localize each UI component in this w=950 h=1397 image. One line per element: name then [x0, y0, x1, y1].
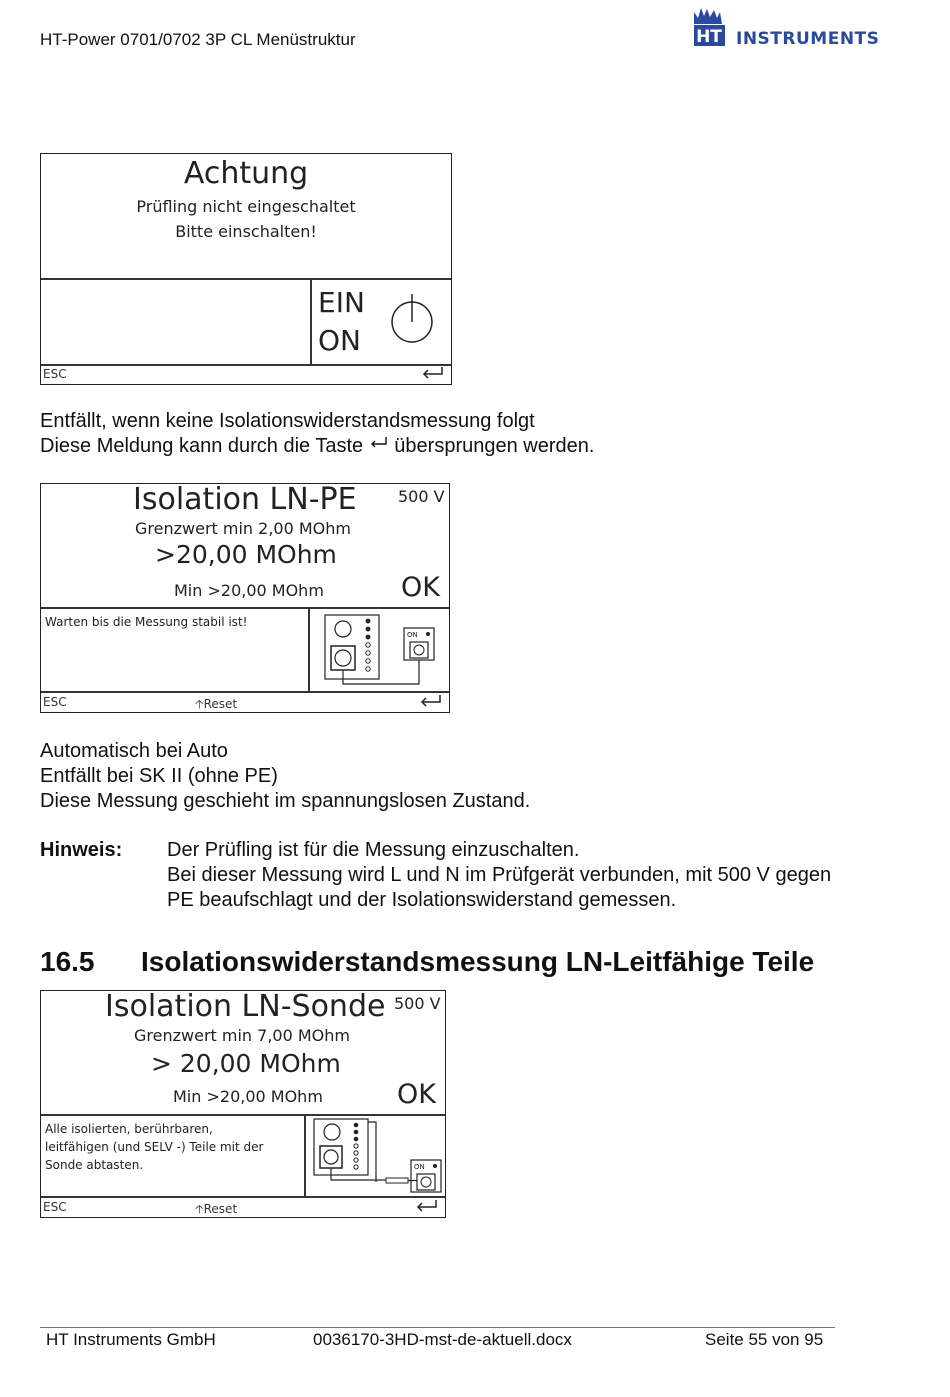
- enter-icon[interactable]: [421, 366, 445, 380]
- limit-value: Grenzwert min 7,00 MOhm: [134, 1026, 350, 1045]
- screen-title: Isolation LN-PE: [133, 483, 357, 517]
- reset-label: Reset: [203, 697, 238, 711]
- limit-value: Grenzwert min 2,00 MOhm: [135, 519, 351, 538]
- skip-note-line-1: Entfällt, wenn keine Isolationswiderstandsmessung folgt: [40, 410, 535, 432]
- connection-diagram-icon: [311, 610, 447, 690]
- footer-divider: [40, 1327, 835, 1328]
- esc-label[interactable]: ESC: [43, 367, 67, 381]
- footer-page-number: Seite 55 von 95: [705, 1330, 824, 1349]
- skip-note-line-2-a: Diese Meldung kann durch die Taste: [40, 435, 364, 457]
- arrow-up-icon: 🡡: [195, 697, 204, 711]
- button-label-ein: EIN: [318, 286, 365, 319]
- instruction-line-2: leitfähigen (und SELV -) Teile mit der: [45, 1140, 264, 1154]
- hint-line-2: Bei dieser Messung wird L und N im Prüfgerät verbunden, mit 500 V gegen: [167, 864, 832, 886]
- instruction-line-1: Alle isolierten, berührbaren,: [45, 1122, 213, 1136]
- ht-instruments-logo: [692, 6, 880, 49]
- footer-company: HT Instruments GmbH: [46, 1330, 216, 1349]
- test-voltage: 500 V: [398, 487, 445, 506]
- section-title: Isolationswiderstandsmessung LN-Leitfähige Teile: [141, 946, 815, 977]
- ht-logo-mark-icon: [692, 6, 736, 48]
- diagram-on-label: ON: [407, 631, 418, 639]
- reset-button[interactable]: [195, 1200, 237, 1218]
- device-screen-warning: [40, 153, 452, 385]
- test-voltage: 500 V: [394, 994, 441, 1013]
- auto-note-line-1: Automatisch bei Auto: [40, 740, 228, 762]
- warning-line-2: Bitte einschalten!: [175, 222, 317, 241]
- paragraph-auto-notes: [40, 739, 530, 814]
- screen-title: Isolation LN-Sonde: [105, 990, 386, 1024]
- enter-icon[interactable]: [419, 694, 443, 708]
- skip-note-line-2-b: übersprungen werden.: [394, 435, 595, 457]
- diagram-on-label: ON: [414, 1163, 425, 1171]
- hint-line-1: Der Prüfling ist für die Messung einzuschalten.: [167, 839, 580, 861]
- min-value: Min >20,00 MOhm: [173, 1087, 323, 1106]
- enter-key-icon: [369, 436, 389, 450]
- hint-line-3: PE beaufschlagt und der Isolationswiderstand gemessen.: [167, 889, 677, 911]
- status-message: Warten bis die Messung stabil ist!: [45, 615, 248, 629]
- skip-note-line-2: [40, 434, 594, 459]
- warning-title: Achtung: [183, 156, 309, 191]
- reset-button[interactable]: [195, 695, 237, 713]
- hint-label: Hinweis:: [40, 839, 123, 861]
- section-number: 16.5: [40, 946, 95, 977]
- device-screen-isolation-ln-pe: [40, 483, 450, 713]
- warning-line-1: Prüfling nicht eingeschaltet: [136, 197, 356, 216]
- device-screen-isolation-ln-sonde: [40, 990, 446, 1218]
- logo-text: INSTRUMENTS: [736, 29, 880, 49]
- auto-note-line-2: Entfällt bei SK II (ohne PE): [40, 765, 278, 787]
- auto-note-line-3: Diese Messung geschieht im spannungslosen Zustand.: [40, 790, 531, 812]
- instruction-line-3: Sonde abtasten.: [45, 1158, 144, 1172]
- footer-document-name: 0036170-3HD-mst-de-aktuell.docx: [313, 1330, 572, 1349]
- min-value: Min >20,00 MOhm: [174, 581, 324, 600]
- document-header-title: HT-Power 0701/0702 3P CL Menüstruktur: [40, 30, 356, 49]
- hint-text: [167, 838, 831, 913]
- paragraph-skip-note: [40, 409, 594, 459]
- status-ok: OK: [401, 572, 440, 603]
- esc-label[interactable]: ESC: [43, 1200, 67, 1214]
- enter-icon[interactable]: [415, 1199, 439, 1213]
- button-label-on: ON: [318, 324, 361, 357]
- probe-connection-diagram-icon: [306, 1116, 444, 1196]
- measured-value: >20,00 MOhm: [155, 540, 337, 569]
- power-on-button[interactable]: [312, 280, 451, 364]
- esc-label[interactable]: ESC: [43, 695, 67, 709]
- measured-value: > 20,00 MOhm: [151, 1049, 341, 1078]
- status-ok: OK: [397, 1079, 436, 1110]
- reset-label: Reset: [203, 1202, 238, 1216]
- power-icon: [388, 290, 436, 346]
- logo-mark-text: HT: [696, 27, 722, 47]
- arrow-up-icon: 🡡: [195, 1202, 204, 1216]
